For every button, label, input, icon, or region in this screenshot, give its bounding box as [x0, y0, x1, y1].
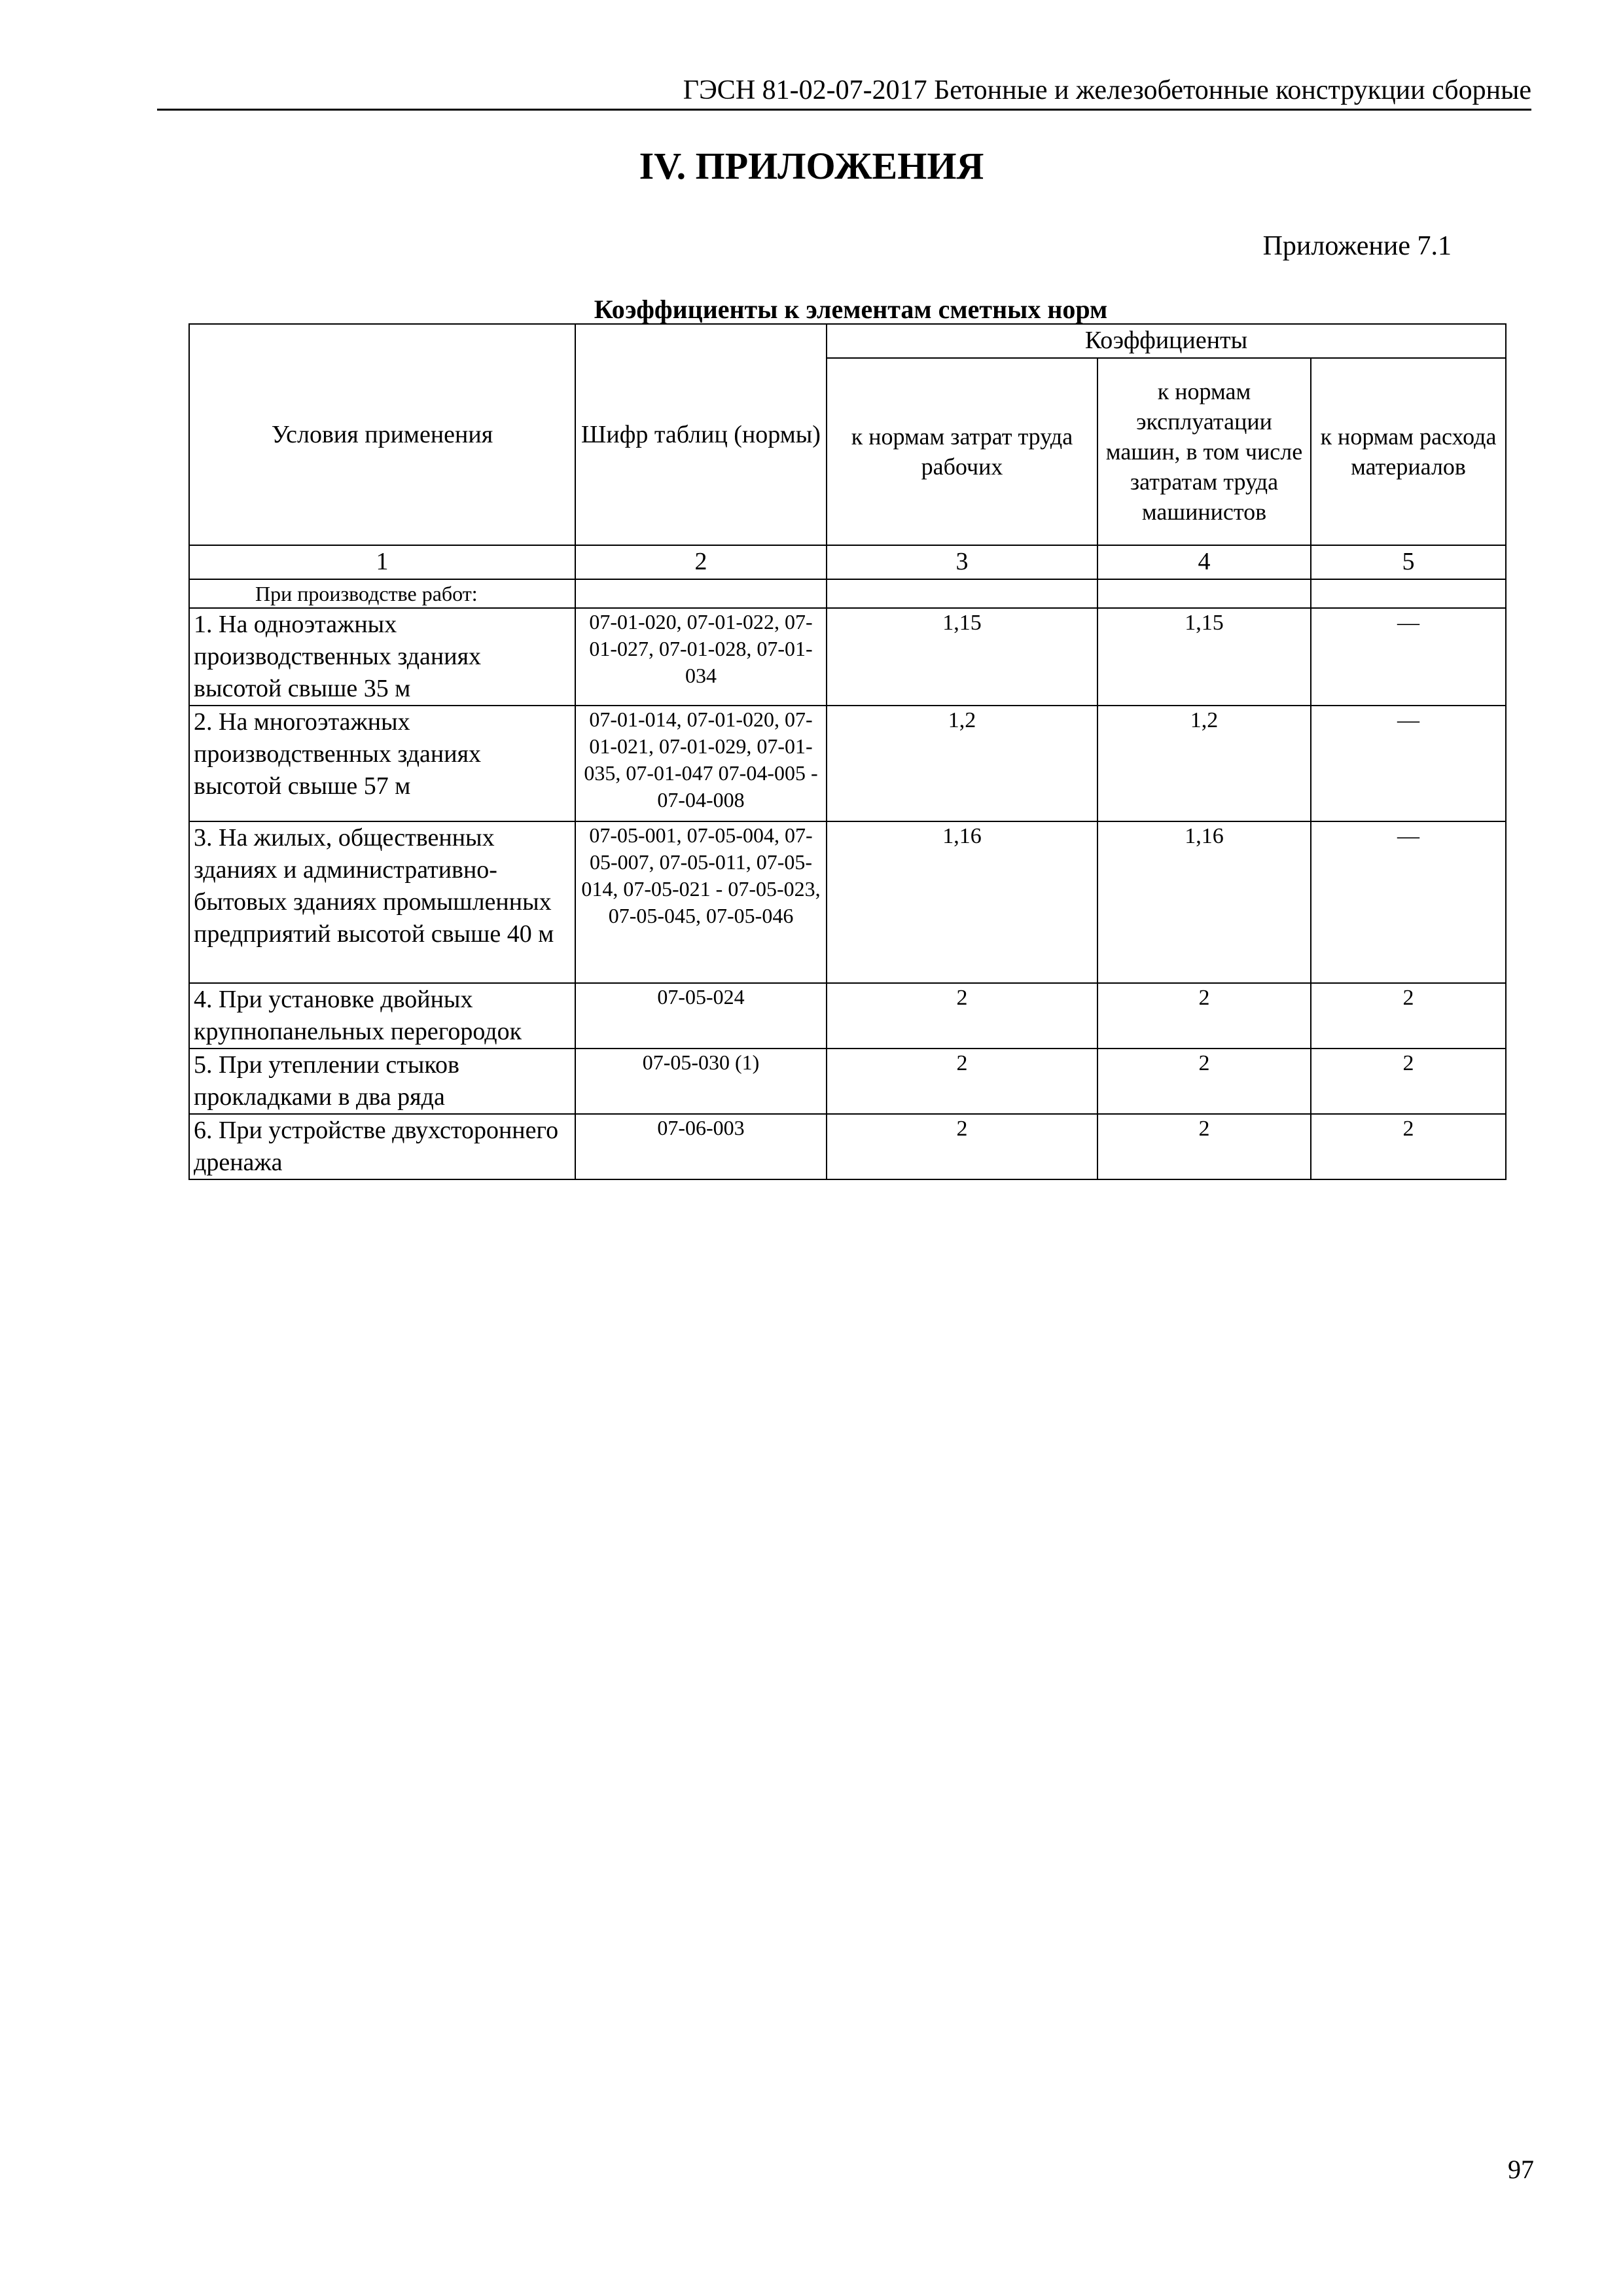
materials-coef-cell: — — [1311, 608, 1506, 706]
column-number: 1 — [189, 545, 575, 579]
cipher-cell: 07-05-030 (1) — [575, 1049, 827, 1114]
table-row — [189, 1114, 1506, 1179]
cipher-cell: 07-05-001, 07-05-004, 07-05-007, 07-05-011, 07-05-014, 07-05-021 - 07-05-023, 07-05-045, 07-05-046 — [575, 821, 827, 983]
header-cipher: Шифр таблиц (нормы) — [575, 324, 827, 545]
materials-coef-cell: — — [1311, 821, 1506, 983]
condition-cell: 5. При утеплении стыков прокладками в два ряда — [189, 1049, 575, 1114]
materials-coef-cell: 2 — [1311, 983, 1506, 1049]
labor-coef-cell: 1,2 — [827, 706, 1097, 821]
table-row — [189, 821, 1506, 983]
condition-cell: 2. На многоэтажных производственных зданиях высотой свыше 57 м — [189, 706, 575, 821]
labor-coef-cell: 1,15 — [827, 608, 1097, 706]
table-row — [189, 1049, 1506, 1114]
header-row-top — [189, 324, 1506, 358]
header-coefficients: Коэффициенты — [827, 324, 1506, 358]
materials-coef-cell: 2 — [1311, 1114, 1506, 1179]
table-body — [189, 545, 1506, 1179]
table-row — [189, 706, 1506, 821]
header-rule — [157, 109, 1531, 111]
cipher-cell: 07-06-003 — [575, 1114, 827, 1179]
table-head — [189, 324, 1506, 545]
group-label: При производстве работ: — [189, 579, 575, 608]
empty-cell — [575, 579, 827, 608]
cipher-cell: 07-01-014, 07-01-020, 07-01-021, 07-01-029, 07-01-035, 07-01-047 07-04-005 - 07-04-008 — [575, 706, 827, 821]
table-row — [189, 608, 1506, 706]
materials-coef-cell: 2 — [1311, 1049, 1506, 1114]
table-caption: Коэффициенты к элементам сметных норм — [594, 295, 1108, 324]
group-row — [189, 579, 1506, 608]
empty-cell — [1097, 579, 1311, 608]
appendix-label: Приложение 7.1 — [1262, 231, 1452, 261]
condition-cell: 6. При устройстве двухстороннего дренажа — [189, 1114, 575, 1179]
column-number: 3 — [827, 545, 1097, 579]
machines-coef-cell: 1,2 — [1097, 706, 1311, 821]
page-number: 97 — [1508, 2155, 1534, 2184]
machines-coef-cell: 1,16 — [1097, 821, 1311, 983]
column-number: 5 — [1311, 545, 1506, 579]
column-number: 4 — [1097, 545, 1311, 579]
condition-cell: 4. При установке двойных крупнопанельных перегородок — [189, 983, 575, 1049]
machines-coef-cell: 1,15 — [1097, 608, 1311, 706]
column-number-row — [189, 545, 1506, 579]
running-header: ГЭСН 81-02-07-2017 Бетонные и железобетонные конструкции сборные — [683, 75, 1531, 105]
cipher-cell: 07-05-024 — [575, 983, 827, 1049]
column-number: 2 — [575, 545, 827, 579]
condition-cell: 1. На одноэтажных производственных зданиях высотой свыше 35 м — [189, 608, 575, 706]
condition-cell: 3. На жилых, общественных зданиях и административно-бытовых зданиях промышленных предприятий высотой свыше 40 м — [189, 821, 575, 983]
table-row — [189, 983, 1506, 1049]
coefficients-table — [188, 323, 1507, 1180]
labor-coef-cell: 2 — [827, 983, 1097, 1049]
empty-cell — [1311, 579, 1506, 608]
labor-coef-cell: 2 — [827, 1114, 1097, 1179]
header-labor: к нормам затрат труда рабочих — [827, 358, 1097, 545]
machines-coef-cell: 2 — [1097, 1114, 1311, 1179]
machines-coef-cell: 2 — [1097, 983, 1311, 1049]
materials-coef-cell: — — [1311, 706, 1506, 821]
section-title: IV. ПРИЛОЖЕНИЯ — [639, 145, 984, 187]
empty-cell — [827, 579, 1097, 608]
header-machines: к нормам эксплуатации машин, в том числе затратам труда машинистов — [1097, 358, 1311, 545]
header-materials: к нормам расхода материалов — [1311, 358, 1506, 545]
labor-coef-cell: 1,16 — [827, 821, 1097, 983]
machines-coef-cell: 2 — [1097, 1049, 1311, 1114]
header-conditions: Условия применения — [189, 324, 575, 545]
cipher-cell: 07-01-020, 07-01-022, 07-01-027, 07-01-028, 07-01-034 — [575, 608, 827, 706]
labor-coef-cell: 2 — [827, 1049, 1097, 1114]
